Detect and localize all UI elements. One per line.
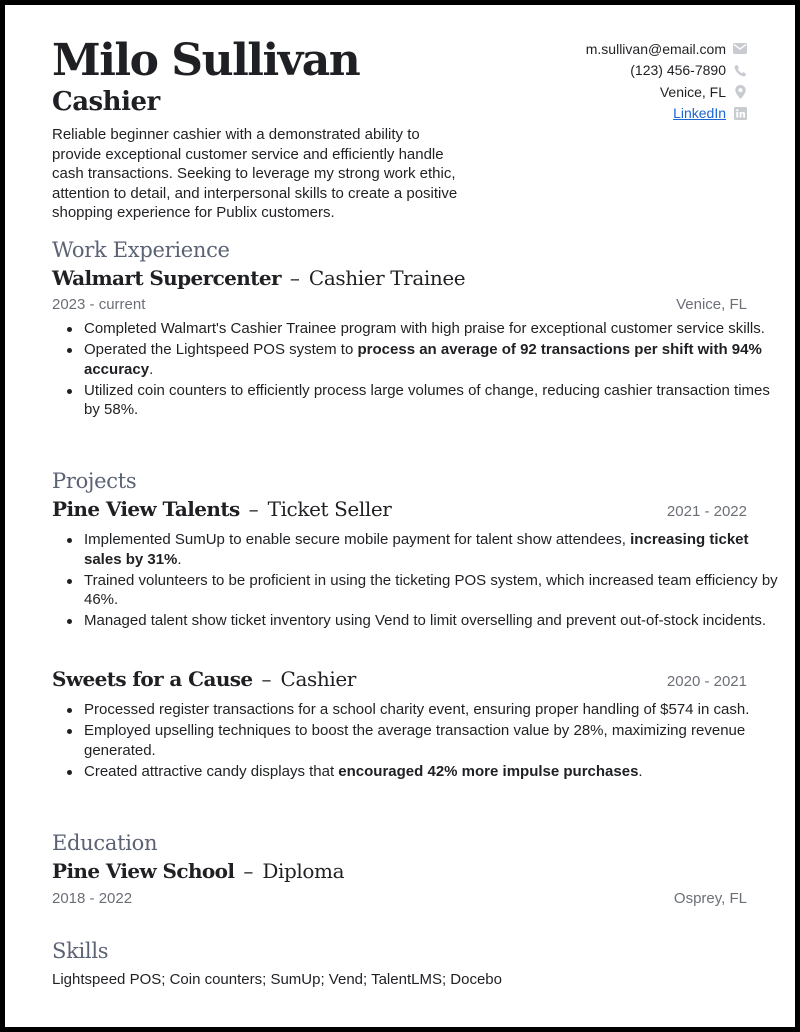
project-bullets [52,530,784,632]
linkedin-link[interactable]: LinkedIn [673,105,726,122]
education-entry-header [52,859,747,887]
email-text: m.sullivan@email.com [585,40,726,57]
education-meta [52,890,747,910]
separator: – [289,266,300,290]
separator: – [261,667,272,691]
project-dates: 2021 - 2022 [666,503,747,520]
work-role: Cashier Trainee [308,266,466,290]
project-entry-header [52,497,747,525]
project-role: Ticket Seller [267,497,392,521]
phone-text: (123) 456-7890 [630,62,726,79]
list-item: Implemented SumUp to enable secure mobile payment for talent show attendees, increasing ticket sales by 31%. [84,530,784,569]
location-icon [733,85,747,99]
contact-location [586,81,747,103]
section-title-projects: Projects [52,469,137,493]
project-dates: 2020 - 2021 [666,673,747,690]
list-item: Completed Walmart's Cashier Trainee program with high praise for exceptional customer service skills. [84,319,784,339]
skills-list: Lightspeed POS; Coin counters; SumUp; Vend; TalentLMS; Docebo [52,971,502,988]
list-item: Managed talent show ticket inventory using Vend to limit overselling and prevent out-of-stock incidents. [84,611,784,631]
work-dates: 2023 - current [52,296,146,313]
candidate-title: Cashier [52,87,160,117]
section-title-education: Education [52,831,158,855]
education-school: Pine View School [52,859,235,883]
summary-text: Reliable beginner cashier with a demonstrated ability to provide exceptional customer service and efficiently handle cash transactions. Seeking to leverage my strong work ethic, attention to detail, and interpersonal skills to create a positive shopping experience for Publix customers. [52,126,458,221]
project-role: Cashier [280,667,356,691]
list-item: Employed upselling techniques to boost the average transaction value by 28%, maximizing revenue generated. [84,721,784,760]
project-name: Pine View Talents [52,497,240,521]
education-location: Osprey, FL [673,890,747,907]
work-entry-header [52,266,747,294]
list-item: Created attractive candy displays that encouraged 42% more impulse purchases. [84,762,784,782]
section-title-skills: Skills [52,939,109,963]
phone-icon [733,63,747,77]
education-dates: 2018 - 2022 [52,890,133,907]
project-name: Sweets for a Cause [52,667,253,691]
work-meta [52,296,747,316]
work-bullets [52,319,784,421]
list-item: Utilized coin counters to efficiently process large volumes of change, reducing cashier transaction times by 58%. [84,381,784,420]
list-item: Processed register transactions for a school charity event, ensuring proper handling of $574 in cash. [84,700,784,720]
candidate-name: Milo Sullivan [52,35,360,86]
contact-email [586,38,747,60]
email-icon [733,42,747,56]
list-item: Trained volunteers to be proficient in using the ticketing POS system, which increased team efficiency by 46%. [84,571,784,610]
work-location: Venice, FL [676,296,747,313]
contact-block [586,38,747,124]
resume-page [5,5,795,1027]
linkedin-icon [733,106,747,120]
project-entry-header [52,667,747,695]
location-text: Venice, FL [659,83,726,100]
project-bullets [52,700,784,783]
education-degree: Diploma [262,859,345,883]
section-title-work: Work Experience [52,238,230,262]
contact-phone [586,60,747,82]
separator: – [248,497,259,521]
contact-linkedin [586,103,747,125]
list-item: Operated the Lightspeed POS system to process an average of 92 transactions per shift with 94% accuracy. [84,340,784,379]
separator: – [243,859,254,883]
work-company: Walmart Supercenter [52,266,281,290]
